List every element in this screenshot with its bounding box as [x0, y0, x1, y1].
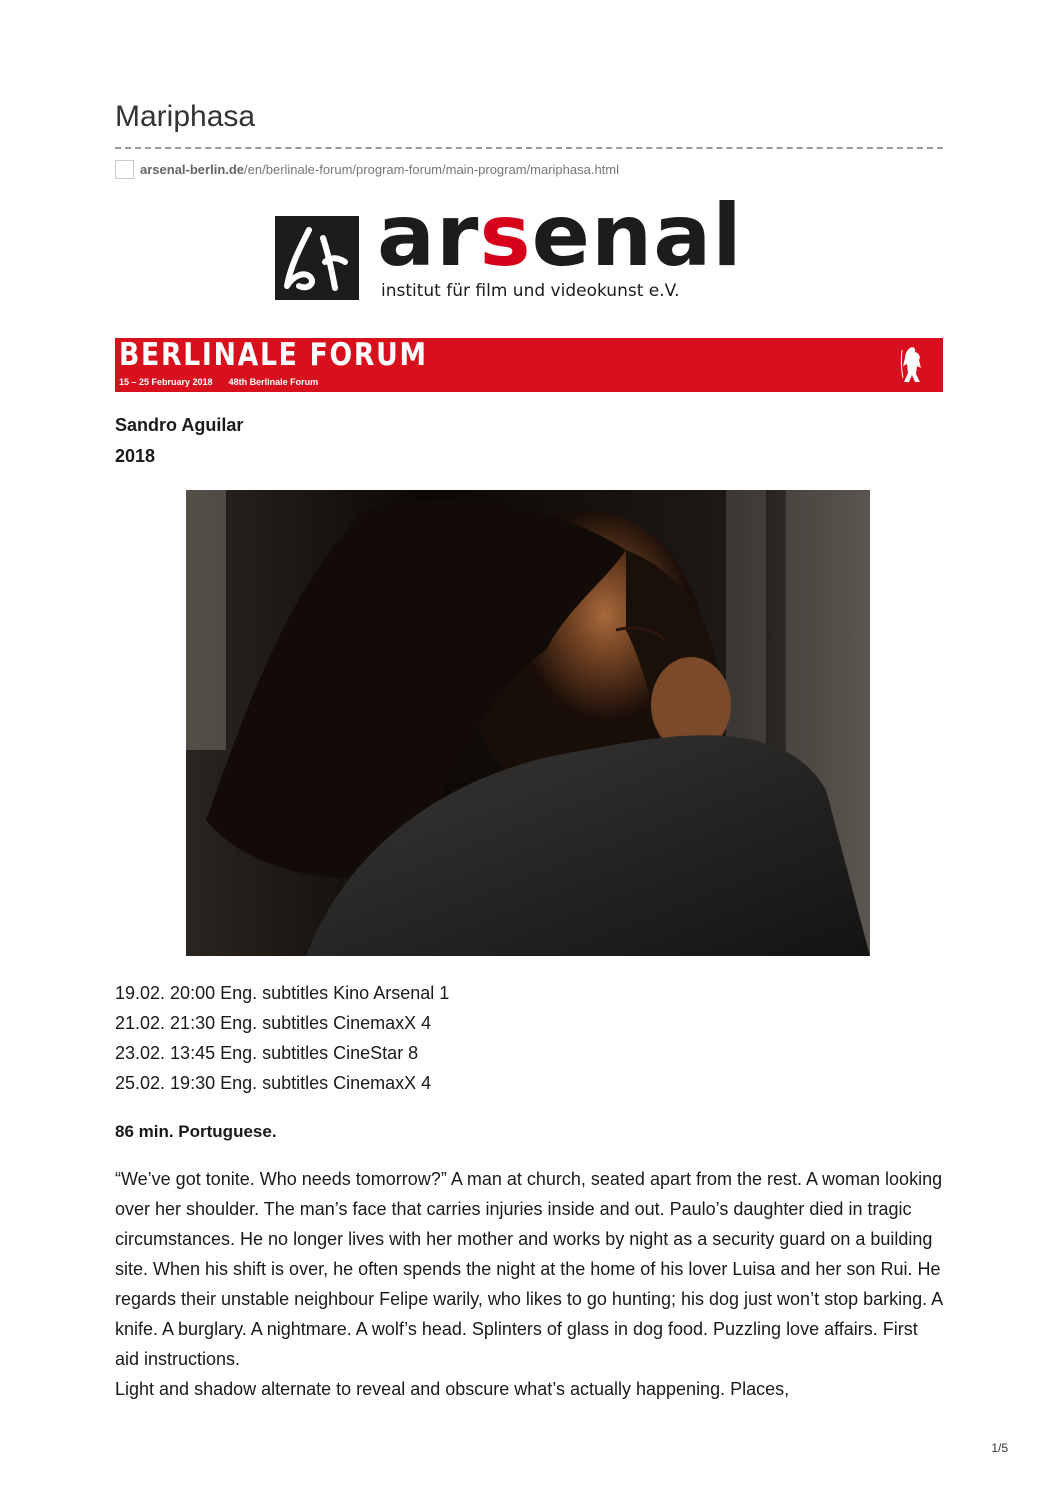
screening-item: 19.02. 20:00 Eng. subtitles Kino Arsenal 1 — [115, 983, 450, 1003]
favicon-icon — [115, 160, 134, 179]
banner-dates: 15 – 25 February 2018 — [119, 377, 213, 387]
page-title: Mariphasa — [115, 100, 256, 133]
film-description — [115, 1164, 945, 1404]
description-paragraph: Light and shadow alternate to reveal and obscure what’s actually happening. Places, — [115, 1379, 790, 1399]
banner-edition: 48th Berlinale Forum — [228, 377, 319, 387]
arsenal-logo — [275, 186, 743, 301]
berlinale-bear-icon — [899, 344, 925, 386]
screening-item: 25.02. 19:30 Eng. subtitles CinemaxX 4 — [115, 1073, 432, 1093]
film-duration-language: 86 min. Portuguese. — [115, 1122, 277, 1141]
arsenal-subtitle: institut für film und videokunst e.V. — [381, 281, 680, 301]
film-year: 2018 — [115, 446, 156, 466]
page-number: 1/5 — [991, 1441, 1008, 1455]
berlinale-forum-banner — [115, 338, 943, 392]
title-divider — [115, 147, 943, 149]
arsenal-wordmark: arsenal — [377, 186, 743, 286]
url-path: /en/berlinale-forum/program-forum/main-program/mariphasa.html — [244, 161, 620, 177]
film-still-image — [186, 490, 870, 956]
screening-item: 21.02. 21:30 Eng. subtitles CinemaxX 4 — [115, 1013, 432, 1033]
banner-subtitle — [119, 377, 334, 387]
screening-item: 23.02. 13:45 Eng. subtitles CineStar 8 — [115, 1043, 419, 1063]
description-paragraph: “We’ve got tonite. Who needs tomorrow?” A man at church, seated apart from the rest. A woman looking over her shoulder. The man’s face that carries injuries inside and out. Paulo’s daughter died in tragic circumstances. He no longer lives with her mother and works by night as a security guard on a building site. When his shift is over, he often spends the night at the home of his lover Luisa and her son Rui. He regards their unstable neighbour Felipe warily, who likes to go hunting; his dog just won’t stop barking. A knife. A burglary. A nightmare. A wolf’s head. Splinters of glass in dog food. Puzzling love affairs. First aid instructions. — [115, 1169, 943, 1369]
banner-title: BERLINALE FORUM — [119, 337, 428, 373]
url-domain: arsenal-berlin.de — [140, 161, 245, 177]
source-url[interactable] — [115, 158, 619, 180]
screenings-list — [115, 978, 449, 1098]
film-director: Sandro Aguilar — [115, 415, 244, 435]
arsenal-mark-icon — [275, 216, 359, 300]
